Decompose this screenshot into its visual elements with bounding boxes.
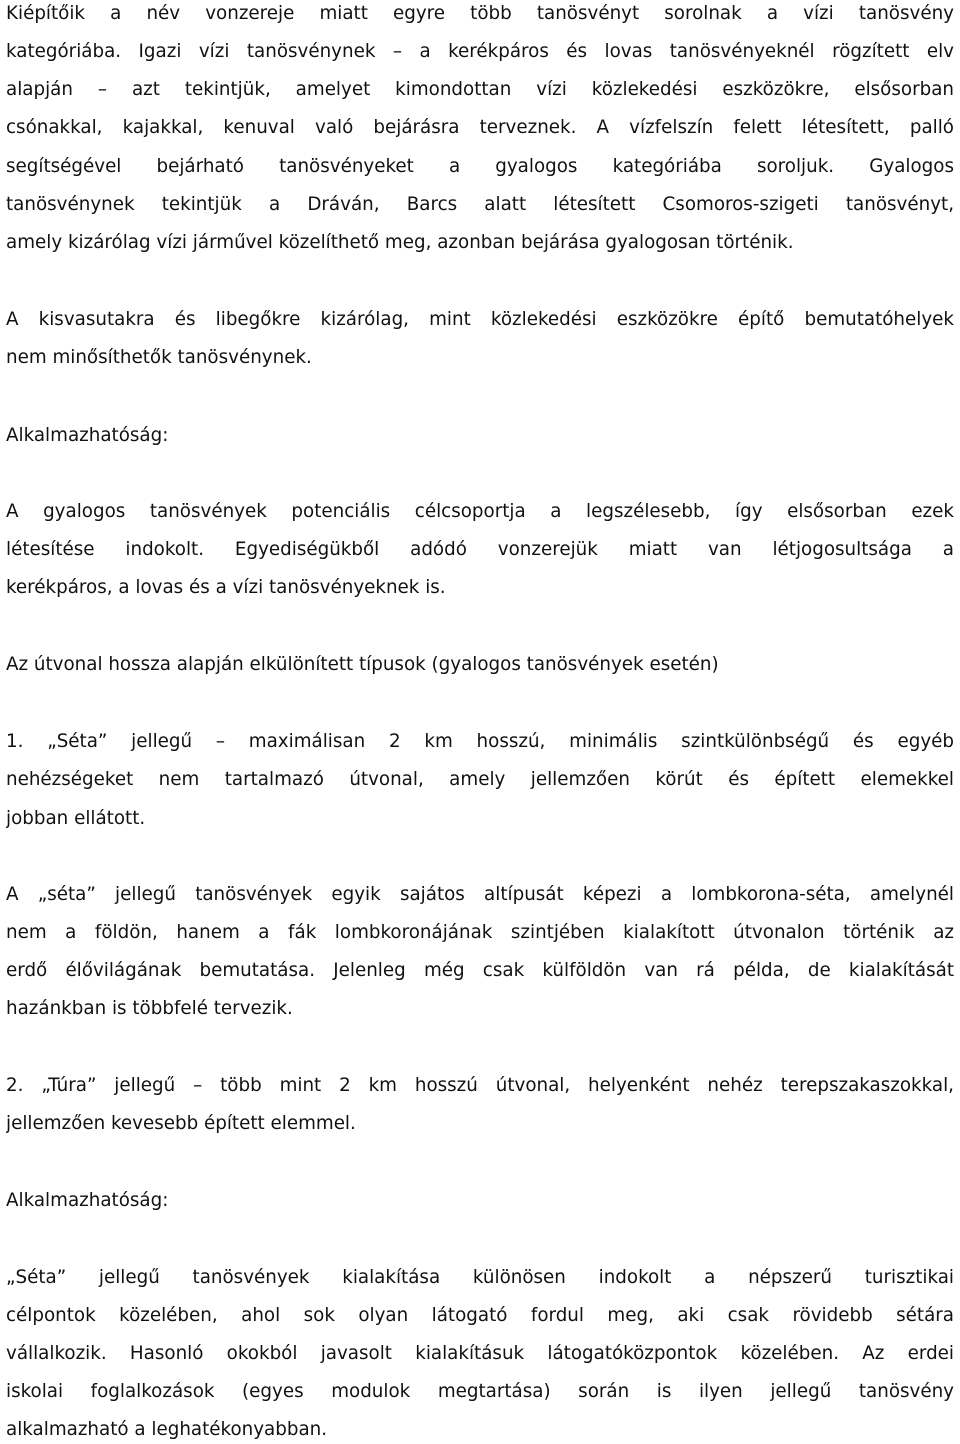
paragraph-5-line-2: célpontok közelében, ahol sok olyan látogató fordul meg, aki csak rövidebb sétára	[6, 1305, 954, 1326]
section-heading-applicability: Alkalmazhatóság:	[6, 425, 169, 446]
paragraph-5-line-1: „Séta” jellegű tanösvények kialakítása különösen indokolt a népszerű turisztikai	[6, 1267, 954, 1288]
section-heading-applicability-2: Alkalmazhatóság:	[6, 1190, 169, 1211]
paragraph-4-line-4: hazánkban is többfelé tervezik.	[6, 998, 293, 1019]
paragraph-3-line-2: létesítése indokolt. Egyediségükből adódó vonzerejük miatt van létjogosultsága a	[6, 539, 954, 560]
paragraph-1-line-3: alapján – azt tekintjük, amelyet kimondottan vízi közlekedési eszközökre, elsősorban	[6, 79, 954, 100]
paragraph-5-line-5: alkalmazható a leghatékonyabban.	[6, 1419, 328, 1440]
paragraph-4-line-2: nem a földön, hanem a fák lombkoronájának szintjében kialakított útvonalon történik az	[6, 922, 954, 943]
paragraph-3-line-1: A gyalogos tanösvények potenciális célcsoportja a legszélesebb, így elsősorban ezek	[6, 501, 954, 522]
paragraph-1-line-1: Kiépítőik a név vonzereje miatt egyre több tanösvényt sorolnak a vízi tanösvény	[6, 3, 954, 24]
list-item-1-line-3: jobban ellátott.	[6, 808, 146, 829]
list-item-1-line-1: 1. „Séta” jellegű – maximálisan 2 km hosszú, minimális szintkülönbségű és egyéb	[6, 731, 954, 752]
paragraph-1-line-5: segítségével bejárható tanösvényeket a gyalogos kategóriába soroljuk. Gyalogos	[6, 156, 954, 177]
paragraph-2-line-1: A kisvasutakra és libegőkre kizárólag, mint közlekedési eszközökre építő bemutatóhelyek	[6, 309, 954, 330]
paragraph-1-line-2: kategóriába. Igazi vízi tanösvénynek – a kerékpáros és lovas tanösvényeknél rögzített elv	[6, 41, 954, 62]
paragraph-1-line-7: amely kizárólag vízi járművel közelíthető meg, azonban bejárása gyalogosan történik.	[6, 232, 794, 253]
paragraph-3-line-3: kerékpáros, a lovas és a vízi tanösvényeknek is.	[6, 577, 446, 598]
section-heading-route-types: Az útvonal hossza alapján elkülönített típusok (gyalogos tanösvények esetén)	[6, 654, 719, 675]
paragraph-5-line-4: iskolai foglalkozások (egyes modulok megtartása) során is ilyen jellegű tanösvény	[6, 1381, 954, 1402]
list-item-2-line-1: 2. „Túra” jellegű – több mint 2 km hosszú útvonal, helyenként nehéz terepszakaszokkal,	[6, 1075, 954, 1096]
paragraph-1-line-4: csónakkal, kajakkal, kenuval való bejárásra terveznek. A vízfelszín felett létesített, palló	[6, 117, 954, 138]
paragraph-1-line-6: tanösvénynek tekintjük a Dráván, Barcs alatt létesített Csomoros-szigeti tanösvényt,	[6, 194, 954, 215]
paragraph-2-line-2: nem minősíthetők tanösvénynek.	[6, 347, 312, 368]
list-item-2-line-2: jellemzően kevesebb épített elemmel.	[6, 1113, 356, 1134]
list-item-1-line-2: nehézségeket nem tartalmazó útvonal, amely jellemzően körút és épített elemekkel	[6, 769, 954, 790]
paragraph-4-line-1: A „séta” jellegű tanösvények egyik sajátos altípusát képezi a lombkorona-séta, amelynél	[6, 884, 954, 905]
paragraph-4-line-3: erdő élővilágának bemutatása. Jelenleg még csak külföldön van rá példa, de kialakítását	[6, 960, 954, 981]
paragraph-5-line-3: vállalkozik. Hasonló okokból javasolt kialakításuk látogatóközpontok közelében. Az erdei	[6, 1343, 954, 1364]
